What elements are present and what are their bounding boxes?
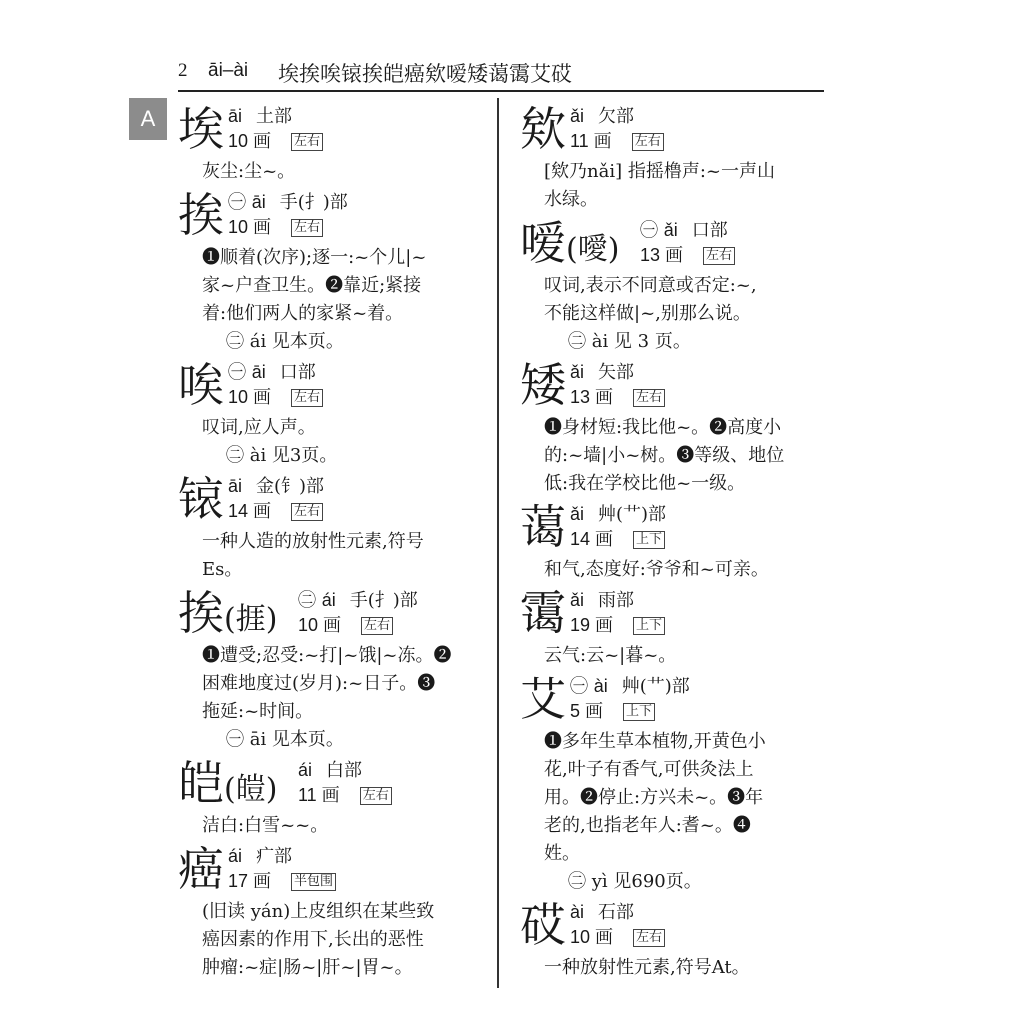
pinyin: āi xyxy=(251,192,266,212)
radical: 欠部 xyxy=(598,106,635,127)
stroke-count: 13 画 xyxy=(570,387,614,407)
radical: 艸(艹)部 xyxy=(598,504,667,525)
headword-char: 霭 xyxy=(520,586,566,640)
headword-row xyxy=(178,186,483,244)
entry-info xyxy=(228,474,324,524)
radical: 白部 xyxy=(326,760,363,781)
column-divider xyxy=(497,98,499,988)
sense-marker: ㊀ xyxy=(228,192,252,213)
info-line-1 xyxy=(228,360,323,385)
headword-row xyxy=(178,840,483,898)
definition-line: 一种放射性元素,符号At。 xyxy=(544,957,750,978)
structure-box: 左右 xyxy=(633,929,665,947)
info-line-1 xyxy=(570,502,666,527)
structure-box: 左右 xyxy=(360,787,392,805)
headword-char: 蔼 xyxy=(520,500,566,554)
headword-row xyxy=(520,896,830,954)
definition-line: 一种人造的放射性元素,符号 xyxy=(202,531,424,552)
stroke-count: 17 画 xyxy=(228,871,272,891)
dictionary-entry xyxy=(178,840,483,982)
sense-marker: ㊀ xyxy=(570,676,594,697)
info-line-2 xyxy=(570,385,665,410)
stroke-count: 10 画 xyxy=(228,131,272,151)
headword xyxy=(520,100,566,158)
structure-box: 半包围 xyxy=(291,873,336,891)
headword xyxy=(520,498,566,556)
page-header xyxy=(178,56,824,92)
headword-char: 锿 xyxy=(178,472,224,526)
dictionary-entry xyxy=(178,186,483,356)
headword-char: 艾 xyxy=(520,672,566,726)
radical: 艸(艹)部 xyxy=(621,676,690,697)
definition-line: 着:他们两人的家紧~着。 xyxy=(202,303,404,324)
structure-box: 上下 xyxy=(633,617,665,635)
structure-box: 左右 xyxy=(633,389,665,407)
radical: 金(钅)部 xyxy=(256,476,325,497)
structure-box: 左右 xyxy=(291,389,323,407)
definition-line: ❶顺着(次序);逐一:~个儿|~ xyxy=(202,247,427,268)
info-line-1 xyxy=(570,104,664,129)
pinyin: āi xyxy=(228,106,243,126)
definition-line: 水绿。 xyxy=(544,189,598,210)
definition-line: (旧读 yán)上皮组织在某些致 xyxy=(202,901,435,922)
info-line-2 xyxy=(570,925,665,950)
headword-char: 砹 xyxy=(520,898,566,952)
headword-row xyxy=(178,356,483,414)
dictionary-entry xyxy=(520,356,830,498)
definition-line: 叹词,表示不同意或否定:~, xyxy=(544,275,757,296)
headword xyxy=(178,100,224,158)
info-line-1 xyxy=(570,674,690,699)
radical: 口部 xyxy=(691,220,728,241)
stroke-count: 13 画 xyxy=(640,245,684,265)
structure-box: 左右 xyxy=(703,247,735,265)
definition-line: 姓。 xyxy=(544,843,580,864)
definition-line: ❶遭受;忍受:~打|~饿|~冻。❷ xyxy=(202,645,452,666)
info-line-1 xyxy=(298,588,418,613)
alternate-reading: ㊁ yì 见690页。 xyxy=(568,871,702,892)
headword-char: 癌 xyxy=(178,842,224,896)
headword-row xyxy=(520,584,830,642)
pinyin: ǎi xyxy=(663,220,678,240)
info-line-2 xyxy=(298,783,392,808)
definition-line: 不能这样做|~,别那么说。 xyxy=(544,303,751,324)
info-line-2 xyxy=(298,613,418,638)
pinyin: āi xyxy=(228,476,243,496)
stroke-count: 10 画 xyxy=(570,927,614,947)
info-line-2 xyxy=(228,499,324,524)
stroke-count: 10 画 xyxy=(298,615,342,635)
dictionary-entry xyxy=(520,896,830,982)
structure-box: 左右 xyxy=(291,219,323,237)
info-line-1 xyxy=(640,218,735,243)
info-line-1 xyxy=(228,190,348,215)
definition-line: 老的,也指老年人:耆~。❹ xyxy=(544,815,751,836)
definition-line: [欸乃nǎi] 指摇橹声:~一声山 xyxy=(544,161,775,182)
info-line-1 xyxy=(228,104,323,129)
definition-line: 洁白:白雪~~。 xyxy=(202,815,329,836)
headword xyxy=(520,584,566,642)
radical: 手(扌)部 xyxy=(349,590,418,611)
headword-char: 嗳 xyxy=(520,216,566,270)
stroke-count: 11 画 xyxy=(298,785,340,805)
headword xyxy=(178,840,224,898)
info-line-1 xyxy=(228,844,336,869)
entry-info xyxy=(570,900,665,950)
stroke-count: 10 画 xyxy=(228,387,272,407)
alternate-reading: ㊁ ài 见3页。 xyxy=(226,445,338,466)
headword xyxy=(178,356,224,414)
headword xyxy=(520,670,566,728)
left-column xyxy=(178,100,483,982)
radical: 手(扌)部 xyxy=(279,192,348,213)
pinyin: ǎi xyxy=(570,504,585,524)
definition-line: 叹词,应人声。 xyxy=(202,417,316,438)
definition-line: 家~户查卫生。❷靠近;紧接 xyxy=(202,275,422,296)
definition-line: Es。 xyxy=(202,559,243,580)
dictionary-entry xyxy=(178,754,483,840)
headword-row xyxy=(520,100,830,158)
dictionary-entry xyxy=(520,670,830,896)
info-line-1 xyxy=(570,360,665,385)
definition-line: 癌因素的作用下,长出的恶性 xyxy=(202,929,424,950)
entry-info xyxy=(570,674,690,724)
stroke-count: 14 画 xyxy=(570,529,614,549)
radical: 矢部 xyxy=(598,362,635,383)
headword-char: 埃 xyxy=(178,102,224,156)
stroke-count: 11 画 xyxy=(570,131,612,151)
headword-char: 欸 xyxy=(520,102,566,156)
dictionary-entry xyxy=(178,470,483,584)
stroke-count: 10 画 xyxy=(228,217,272,237)
headword-char: 矮 xyxy=(520,358,566,412)
entry-info xyxy=(228,190,348,240)
radical: 石部 xyxy=(598,902,635,923)
entry-info xyxy=(570,104,664,154)
structure-box: 上下 xyxy=(633,531,665,549)
entry-info xyxy=(570,588,665,638)
info-line-1 xyxy=(298,758,392,783)
alternate-reading: ㊀ āi 见本页。 xyxy=(226,729,344,750)
entry-info xyxy=(640,218,735,268)
entry-info xyxy=(570,360,665,410)
radical: 雨部 xyxy=(598,590,635,611)
headword-char: 唉 xyxy=(178,358,224,412)
definition-line: 和气,态度好:爷爷和~可亲。 xyxy=(544,559,769,580)
structure-box: 左右 xyxy=(632,133,664,151)
entry-info xyxy=(298,588,418,638)
structure-box: 上下 xyxy=(623,703,655,721)
page-number: 2 xyxy=(178,60,188,81)
headword-row xyxy=(178,584,483,642)
pinyin-range: āi–ài xyxy=(208,60,249,81)
headword-row xyxy=(178,470,483,528)
info-line-2 xyxy=(228,869,336,894)
dictionary-entry xyxy=(178,356,483,470)
info-line-1 xyxy=(228,474,324,499)
sense-marker: ㊀ xyxy=(640,220,664,241)
structure-box: 左右 xyxy=(291,503,323,521)
headword xyxy=(178,584,277,649)
headword-char: 挨 xyxy=(178,188,224,242)
headword-char: 挨 xyxy=(178,586,224,640)
headword-row xyxy=(520,498,830,556)
headword xyxy=(520,214,619,279)
definition-line: 花,叶子有香气,可供灸法上 xyxy=(544,759,754,780)
definition-line: 肿瘤:~症|肠~|肝~|胃~。 xyxy=(202,957,413,978)
info-line-1 xyxy=(570,588,665,613)
headword-row xyxy=(520,214,830,272)
headword xyxy=(178,470,224,528)
radical: 疒部 xyxy=(256,846,293,867)
radical: 土部 xyxy=(256,106,293,127)
info-line-2 xyxy=(228,129,323,154)
definition-line: 的:~墙|小~树。❸等级、地位 xyxy=(544,445,785,466)
headword xyxy=(520,356,566,414)
pinyin: ǎi xyxy=(570,106,585,126)
definition-line: 困难地度过(岁月):~日子。❸ xyxy=(202,673,436,694)
headword-char: 皑 xyxy=(178,756,224,810)
radical: 口部 xyxy=(279,362,316,383)
info-line-2 xyxy=(640,243,735,268)
structure-box: 左右 xyxy=(361,617,393,635)
headword-variant: (皚) xyxy=(224,772,278,807)
entry-info xyxy=(228,104,323,154)
definition-line: 低:我在学校比他~一级。 xyxy=(544,473,746,494)
entry-info xyxy=(570,502,666,552)
sense-marker: ㊁ xyxy=(298,590,322,611)
pinyin: ǎi xyxy=(570,362,585,382)
entry-info xyxy=(228,360,323,410)
entry-info xyxy=(298,758,392,808)
pinyin: ái xyxy=(298,760,313,780)
dictionary-entry xyxy=(178,100,483,186)
alternate-reading: ㊁ ái 见本页。 xyxy=(226,331,344,352)
info-line-2 xyxy=(570,527,666,552)
headword xyxy=(178,754,277,819)
info-line-2 xyxy=(228,385,323,410)
sense-marker: ㊀ xyxy=(228,362,252,383)
stroke-count: 5 画 xyxy=(570,701,604,721)
info-line-2 xyxy=(570,613,665,638)
dictionary-entry xyxy=(520,214,830,356)
headword-row xyxy=(178,754,483,812)
pinyin: ái xyxy=(321,590,336,610)
definition-line: ❶多年生草本植物,开黄色小 xyxy=(544,731,766,752)
info-line-2 xyxy=(570,129,664,154)
info-line-1 xyxy=(570,900,665,925)
alternate-reading: ㊁ ài 见 3 页。 xyxy=(568,331,691,352)
headword-variant: (噯) xyxy=(566,232,620,267)
pinyin: ǎi xyxy=(570,590,585,610)
pinyin: ài xyxy=(593,676,608,696)
dictionary-entry xyxy=(520,498,830,584)
definition-line: ❶身材短:我比他~。❷高度小 xyxy=(544,417,782,438)
headword-row xyxy=(520,670,830,728)
definition-line: 灰尘:尘~。 xyxy=(202,161,296,182)
dictionary-entry xyxy=(520,584,830,670)
definition-line: 拖延:~时间。 xyxy=(202,701,314,722)
headword xyxy=(178,186,224,244)
header-characters: 埃挨唉锿挨皑癌欸嗳矮蔼霭艾砹 xyxy=(278,62,572,86)
headword-variant: (捱) xyxy=(224,602,278,637)
dictionary-entry xyxy=(520,100,830,214)
stroke-count: 19 画 xyxy=(570,615,614,635)
dictionary-entry xyxy=(178,584,483,754)
info-line-2 xyxy=(228,215,348,240)
pinyin: ái xyxy=(228,846,243,866)
headword-row xyxy=(520,356,830,414)
headword xyxy=(520,896,566,954)
pinyin: ài xyxy=(570,902,585,922)
structure-box: 左右 xyxy=(291,133,323,151)
stroke-count: 14 画 xyxy=(228,501,272,521)
pinyin: āi xyxy=(251,362,266,382)
right-column xyxy=(520,100,830,982)
definition-line: 用。❷停止:方兴未~。❸年 xyxy=(544,787,764,808)
entry-info xyxy=(228,844,336,894)
section-tab: A xyxy=(129,98,167,140)
info-line-2 xyxy=(570,699,690,724)
definition-line: 云气:云~|暮~。 xyxy=(544,645,677,666)
headword-row xyxy=(178,100,483,158)
